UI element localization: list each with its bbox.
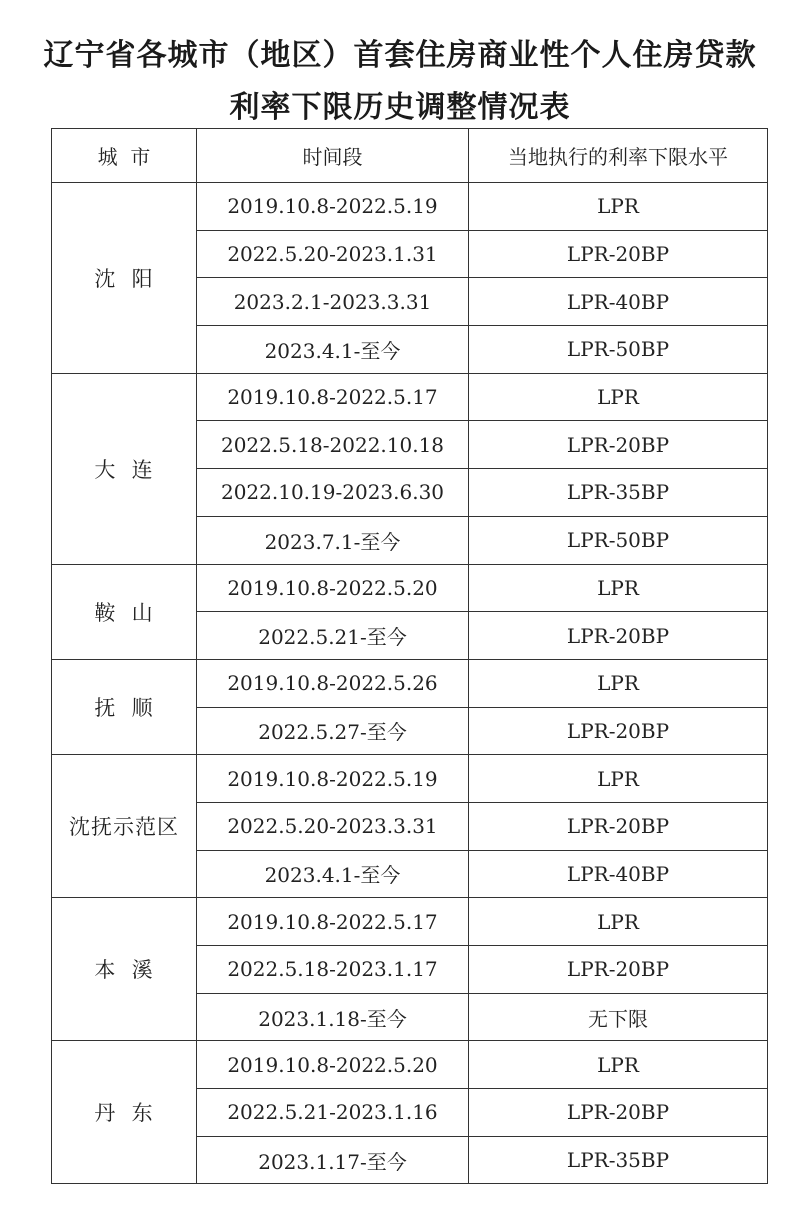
rate-cell: LPR [469,183,768,231]
header-rate: 当地执行的利率下限水平 [469,129,768,183]
period-cell: 2022.5.18-2023.1.17 [197,946,469,994]
period-cell: 2023.4.1-至今 [197,326,469,374]
rate-cell: LPR-20BP [469,421,768,469]
rate-cell: LPR-20BP [469,1089,768,1137]
header-period: 时间段 [197,129,469,183]
rate-cell: LPR-20BP [469,802,768,850]
rate-cell: LPR-50BP [469,326,768,374]
city-cell: 本 溪 [52,898,197,1041]
city-cell: 丹 东 [52,1041,197,1184]
rate-cell: LPR [469,1041,768,1089]
rate-cell: LPR-35BP [469,1136,768,1184]
table-row [52,898,768,946]
rate-cell: LPR [469,659,768,707]
city-cell: 大 连 [52,373,197,564]
table-header-row [52,129,768,183]
period-cell: 2023.1.17-至今 [197,1136,469,1184]
period-cell: 2019.10.8-2022.5.20 [197,1041,469,1089]
title-line-2: 利率下限历史调整情况表 [229,90,571,125]
title-line-1: 辽宁省各城市（地区）首套住房商业性个人住房贷款 [43,38,757,73]
rate-cell: LPR [469,373,768,421]
period-cell: 2022.5.21-2023.1.16 [197,1089,469,1137]
period-cell: 2023.7.1-至今 [197,516,469,564]
table-row [52,755,768,803]
period-cell: 2022.5.18-2022.10.18 [197,421,469,469]
table-row [52,564,768,612]
period-cell: 2023.2.1-2023.3.31 [197,278,469,326]
city-cell: 沈抚示范区 [52,755,197,898]
table-row [52,183,768,231]
rate-cell: LPR-35BP [469,469,768,517]
rate-cell: LPR-40BP [469,278,768,326]
table-row [52,373,768,421]
city-cell: 鞍 山 [52,564,197,659]
table-row [52,1041,768,1089]
city-cell: 抚 顺 [52,659,197,754]
rate-cell: LPR [469,755,768,803]
period-cell: 2019.10.8-2022.5.17 [197,373,469,421]
period-cell: 2019.10.8-2022.5.19 [197,183,469,231]
table-row [52,659,768,707]
rate-cell: 无下限 [469,993,768,1041]
period-cell: 2022.5.21-至今 [197,612,469,660]
period-cell: 2019.10.8-2022.5.19 [197,755,469,803]
period-cell: 2023.4.1-至今 [197,850,469,898]
period-cell: 2023.1.18-至今 [197,993,469,1041]
city-cell: 沈 阳 [52,183,197,374]
rate-cell: LPR-40BP [469,850,768,898]
period-cell: 2022.5.20-2023.3.31 [197,802,469,850]
rate-cell: LPR-50BP [469,516,768,564]
period-cell: 2022.5.20-2023.1.31 [197,230,469,278]
period-cell: 2022.10.19-2023.6.30 [197,469,469,517]
table-body [52,183,768,1184]
rate-cell: LPR-20BP [469,230,768,278]
rate-cell: LPR-20BP [469,612,768,660]
period-cell: 2019.10.8-2022.5.17 [197,898,469,946]
rate-cell: LPR-20BP [469,946,768,994]
period-cell: 2019.10.8-2022.5.26 [197,659,469,707]
rate-cell: LPR-20BP [469,707,768,755]
period-cell: 2022.5.27-至今 [197,707,469,755]
rate-history-table [51,128,768,1184]
rate-cell: LPR [469,898,768,946]
header-city: 城 市 [52,129,197,183]
rate-cell: LPR [469,564,768,612]
period-cell: 2019.10.8-2022.5.20 [197,564,469,612]
